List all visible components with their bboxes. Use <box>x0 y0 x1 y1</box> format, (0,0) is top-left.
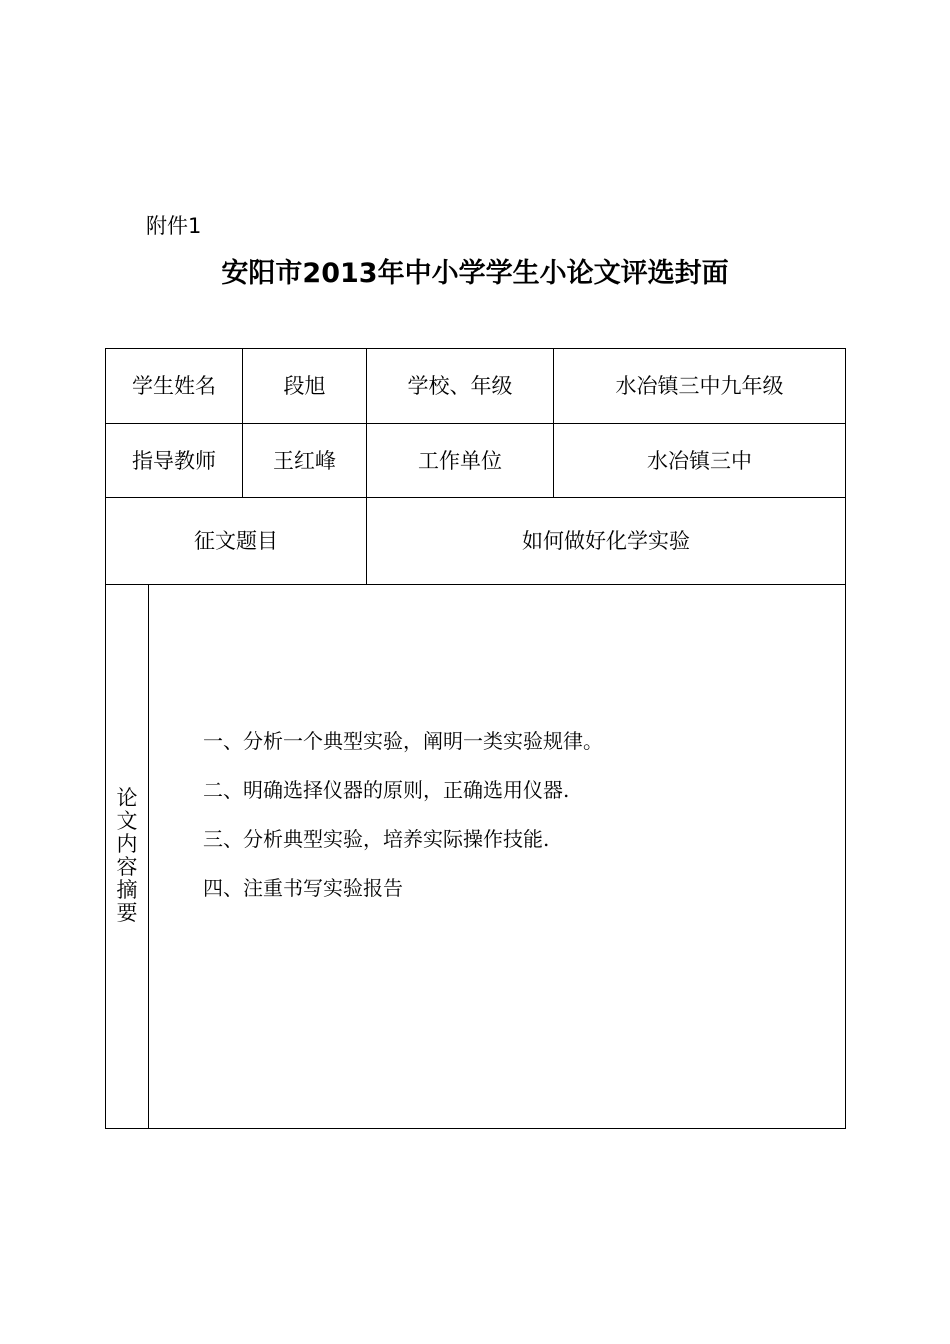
form-row-essay-title <box>106 498 846 585</box>
work-unit-label: 工作单位 <box>418 448 502 473</box>
abstract-item: 一、分析一个典型实验，阐明一类实验规律。 <box>203 729 603 753</box>
abstract-list <box>203 727 603 923</box>
abstract-label: 论文内容摘要 <box>116 785 138 925</box>
school-grade-value: 水冶镇三中九年级 <box>615 374 784 398</box>
student-name-value-cell <box>243 349 367 424</box>
teacher-value: 王红峰 <box>273 448 336 473</box>
abstract-item: 三、分析典型实验，培养实际操作技能. <box>203 827 550 851</box>
school-grade-value-cell <box>554 349 846 424</box>
abstract-content-cell <box>149 585 846 1129</box>
teacher-label-cell <box>106 424 243 498</box>
abstract-item: 二、明确选择仪器的原则，正确选用仪器. <box>203 778 570 802</box>
teacher-value-cell <box>243 424 367 498</box>
abstract-label-cell <box>106 585 149 1129</box>
student-name-label-cell <box>106 349 243 424</box>
teacher-label: 指导教师 <box>132 448 216 473</box>
work-unit-value-cell <box>554 424 846 498</box>
essay-title-label-cell <box>106 498 367 585</box>
essay-title-label: 征文题目 <box>194 529 278 553</box>
attachment-label: 附件1 <box>146 214 202 238</box>
student-name-value: 段旭 <box>283 374 326 398</box>
form-row-student <box>106 349 846 424</box>
school-grade-label: 学校、年级 <box>407 374 513 398</box>
form-row-teacher <box>106 424 846 498</box>
essay-title-value-cell <box>367 498 846 585</box>
essay-title-value: 如何做好化学实验 <box>522 529 690 553</box>
student-name-label: 学生姓名 <box>132 374 216 398</box>
work-unit-value: 水冶镇三中 <box>647 448 752 473</box>
form-row-abstract <box>106 585 846 1129</box>
abstract-item: 四、注重书写实验报告 <box>203 876 403 900</box>
cover-form-table <box>105 348 846 1129</box>
work-unit-label-cell <box>367 424 554 498</box>
page-title: 安阳市2013年中小学学生小论文评选封面 <box>221 258 729 289</box>
school-grade-label-cell <box>367 349 554 424</box>
